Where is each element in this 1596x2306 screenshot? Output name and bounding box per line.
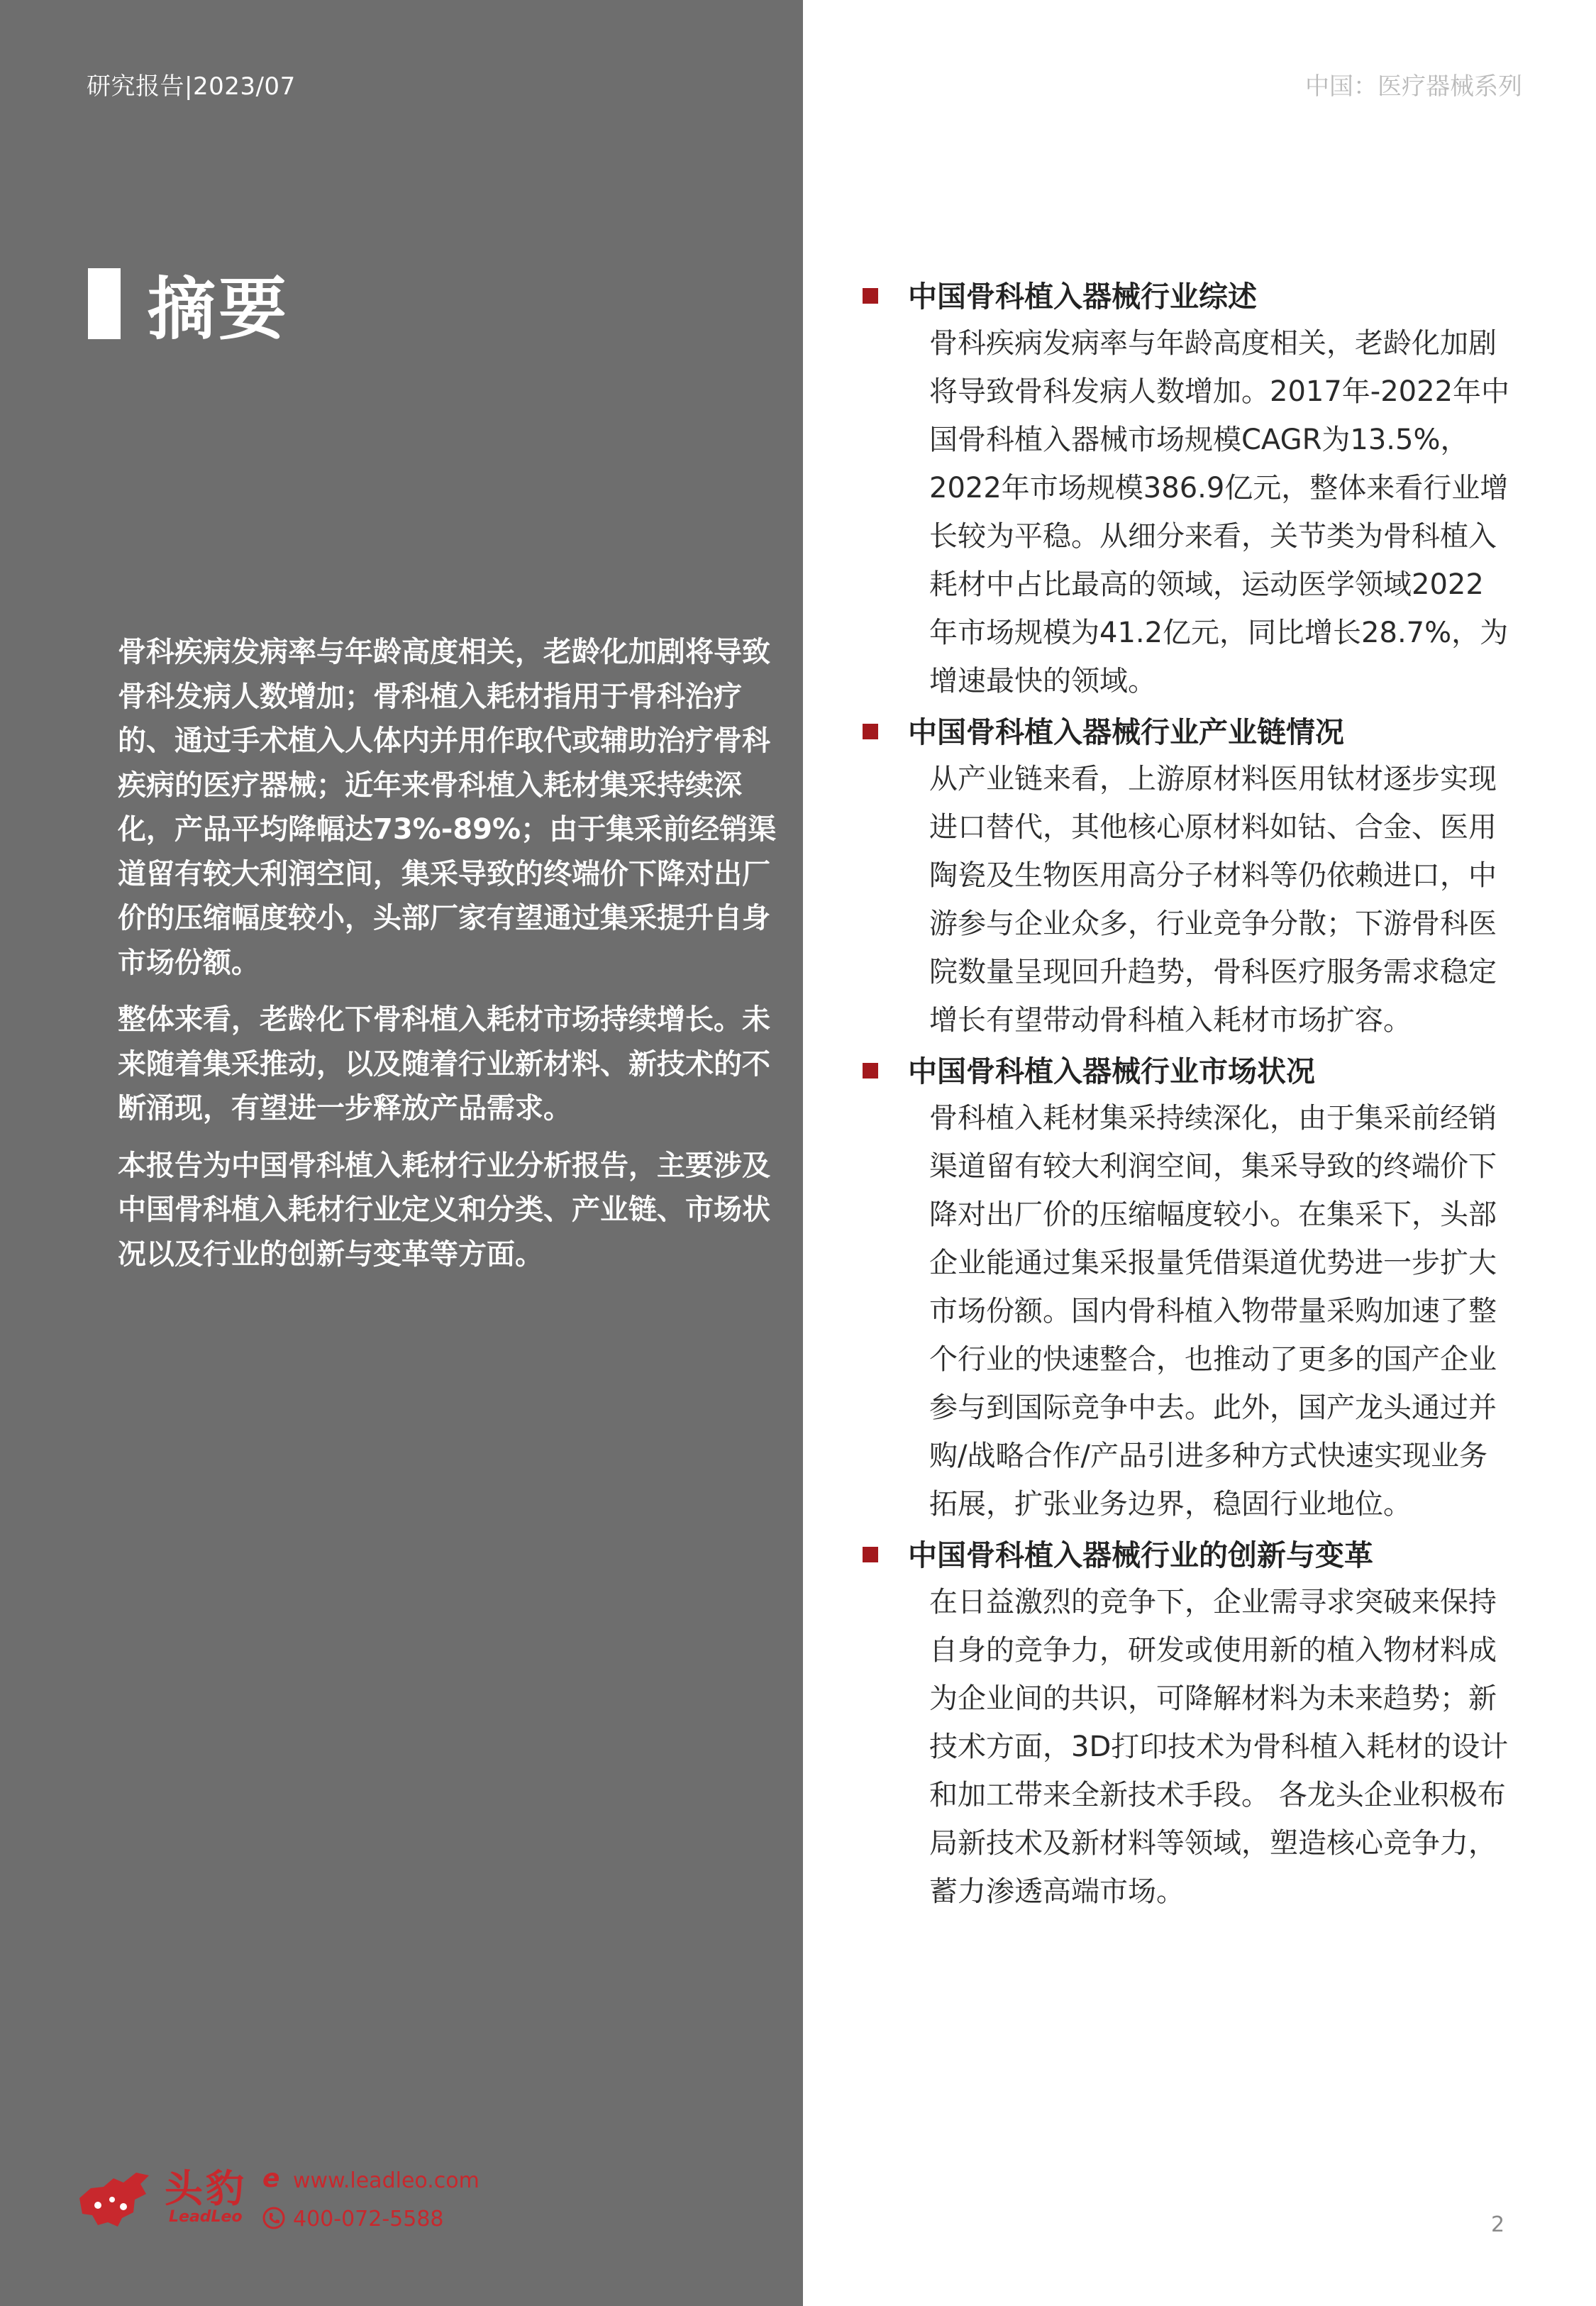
- abstract-marker-bar: [88, 268, 121, 339]
- section-heading-text: 中国骨科植入器械行业的创新与变革: [908, 1538, 1373, 1572]
- summary-paragraph: 整体来看，老龄化下骨科植入耗材市场持续增长。未来随着集采推动，以及随着行业新材料、新技术的不断涌现，有望进一步释放产品需求。: [118, 1003, 770, 1125]
- square-bullet-icon: [863, 724, 878, 739]
- section-body: 在日益激烈的竞争下，企业需寻求突破来保持自身的竞争力，研发或使用新的植入物材料成为企业间的共识，可降解材料为未来趋势；新技术方面，3D打印技术为骨科植入耗材的设计和加工带来全新技术手段。 各龙头企业积极布局新技术及新材料等领域，塑造核心竞争力，蓄力渗透高端市场。: [929, 1586, 1509, 1908]
- page-number: 2: [1491, 2212, 1505, 2237]
- leadleo-logo: [77, 2157, 480, 2235]
- section-industry-chain: [858, 710, 1511, 1044]
- phone-icon: [262, 2207, 285, 2229]
- abstract-summary: [118, 630, 785, 1289]
- abstract-title: 摘要: [148, 270, 289, 349]
- section-heading: [858, 710, 1511, 755]
- square-bullet-icon: [863, 288, 878, 304]
- section-market-status: [858, 1049, 1511, 1528]
- summary-paragraph: 本报告为中国骨科植入耗材行业分析报告，主要涉及中国骨科植入耗材行业定义和分类、产业链、市场状况以及行业的创新与变革等方面。: [118, 1149, 770, 1271]
- section-body: 骨科植入耗材集采持续深化，由于集采前经销渠道留有较大利润空间，集采导致的终端价下降对出厂价的压缩幅度较小。在集采下，头部企业能通过集采报量凭借渠道优势进一步扩大市场份额。国内骨科植入物带量采购加速了整个行业的快速整合，也推动了更多的国产企业参与到国际竞争中去。此外，国产龙头通过并购/战略合作/产品引进多种方式快速实现业务拓展，扩张业务边界，稳固行业地位。: [929, 1102, 1497, 1521]
- section-innovation: [858, 1533, 1511, 1916]
- series-label: 中国：医疗器械系列: [1305, 72, 1522, 101]
- section-heading: [858, 274, 1511, 319]
- section-heading: [858, 1049, 1511, 1094]
- square-bullet-icon: [863, 1547, 878, 1562]
- website-link[interactable]: www.leadleo.com: [293, 2168, 480, 2193]
- section-overview: [858, 274, 1511, 705]
- section-body: 从产业链来看，上游原材料医用钛材逐步实现进口替代，其他核心原材料如钴、合金、医用陶瓷及生物医用高分子材料等仍依赖进口，中游参与企业众多，行业竞争分散；下游骨科医院数量呈现回升趋势，骨科医疗服务需求稳定增长有望带动骨科植入耗材市场扩容。: [929, 763, 1497, 1037]
- section-heading-text: 中国骨科植入器械行业市场状况: [908, 1054, 1315, 1088]
- section-heading-text: 中国骨科植入器械行业产业链情况: [908, 715, 1344, 749]
- logo-chinese-text: 头豹: [165, 2166, 247, 2211]
- summary-paragraph: 骨科疾病发病率与年龄高度相关，老龄化加剧将导致骨科发病人数增加；骨科植入耗材指用于骨科治疗的、通过手术植入人体内并用作取代或辅助治疗骨科疾病的医疗器械；近年来骨科植入耗材集采持续深化，产品平均降幅达73%-89%；由于集采前经销渠道留有较大利润空间，集采导致的终端价下降对出厂价的压缩幅度较小，头部厂家有望通过集采提升自身市场份额。: [118, 636, 777, 979]
- logo-english-text: LeadLeo: [169, 2208, 243, 2226]
- square-bullet-icon: [863, 1063, 878, 1078]
- section-list: [858, 274, 1511, 1920]
- web-e-icon: e: [262, 2164, 280, 2193]
- phone-number: 400-072-5588: [293, 2207, 444, 2231]
- leopard-logo-icon: [77, 2163, 152, 2228]
- report-tag: 研究报告|2023/07: [87, 72, 296, 101]
- section-heading: [858, 1533, 1511, 1578]
- section-body: 骨科疾病发病率与年龄高度相关，老龄化加剧将导致骨科发病人数增加。2017年-2022年中国骨科植入器械市场规模CAGR为13.5%，2022年市场规模386.9亿元，整体来看行业增长较为平稳。从细分来看，关节类为骨科植入耗材中占比最高的领域，运动医学领域2022年市场规模为41.2亿元，同比增长28.7%，为增速最快的领域。: [929, 327, 1510, 697]
- section-heading-text: 中国骨科植入器械行业综述: [908, 280, 1257, 314]
